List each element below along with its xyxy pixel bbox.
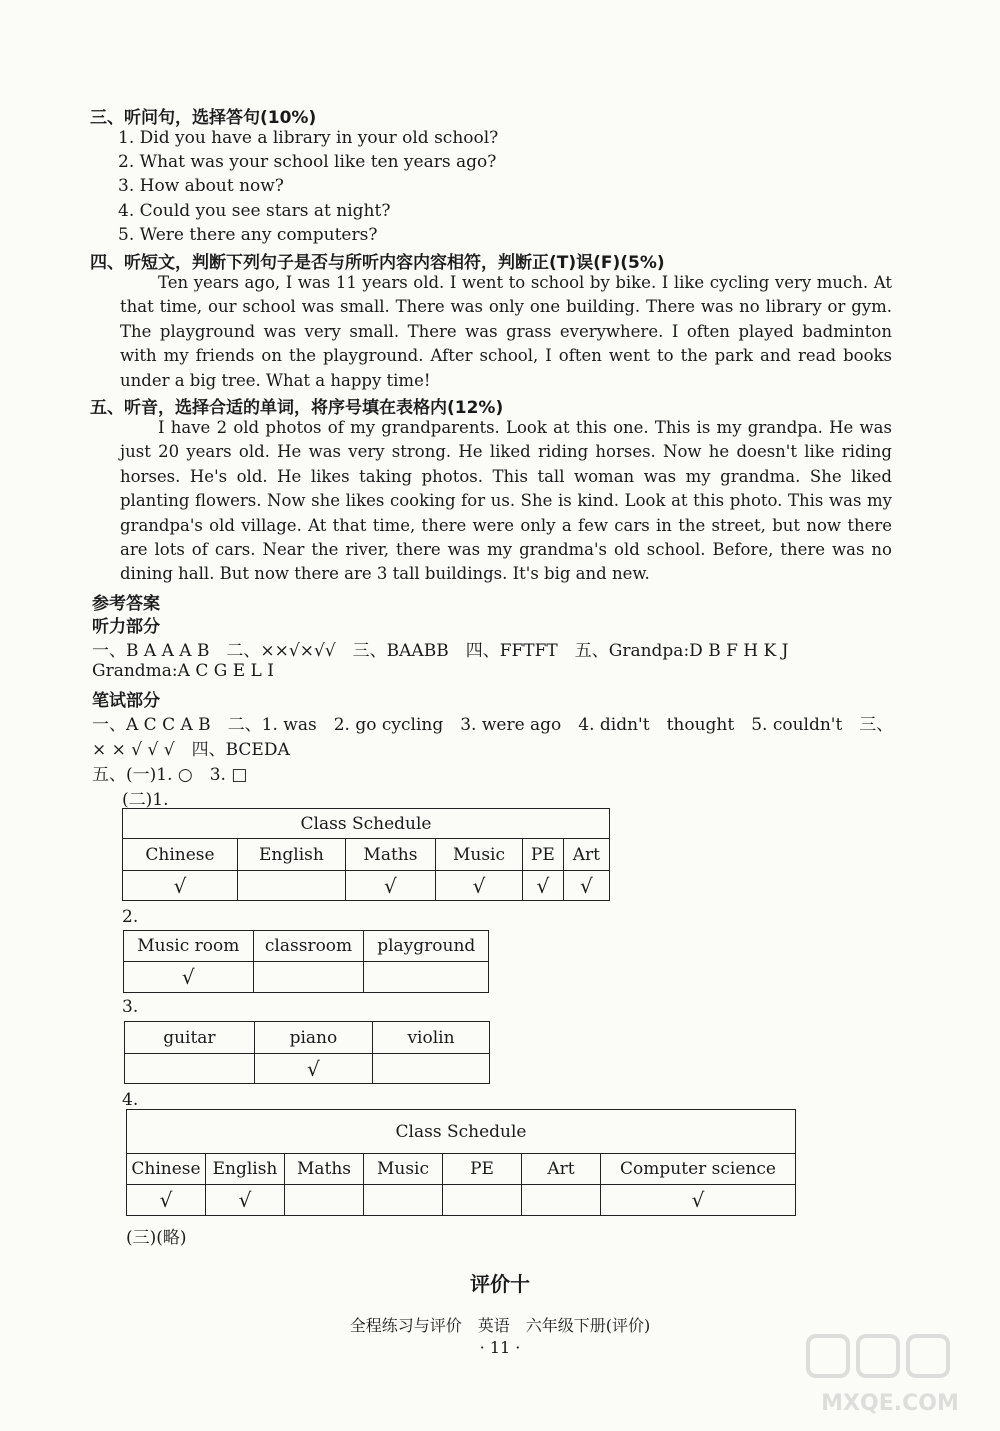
sub-label: 2. <box>122 907 139 927</box>
table-cell <box>364 962 489 993</box>
table-header: Art <box>522 1154 601 1185</box>
table-title: Class Schedule <box>123 809 610 839</box>
table-cell: √ <box>124 962 254 993</box>
table-header: playground <box>364 931 489 962</box>
section4-passage: Ten years ago, I was 11 years old. I went to school by bike. I like cycling very much. At that time, our school was small. There was only one building. There was no library or gym. The playground was very small. There was grass everywhere. I often played badminton with my friends on the playground. After school, I often went to the park and read books under a big tree. What a happy time! <box>120 273 892 390</box>
table-cell: √ <box>601 1185 796 1216</box>
table-cell <box>285 1185 364 1216</box>
table-cell <box>125 1054 255 1084</box>
section5-heading: 五、听音，选择合适的单词，将序号填在表格内(12%) <box>90 398 504 418</box>
question-item: 2. What was your school like ten years ago? <box>118 152 497 172</box>
section5-passage: I have 2 old photos of my grandparents. Look at this one. This is my grandpa. He was just 20 years old. He was very strong. He liked riding horses. Now he doesn't like riding horses. He's old. He likes taking photos. This tall woman was my grandma. She liked planting flowers. Now she likes cooking for us. She is kind. Look at this photo. This was my grandpa's old village. At that time, there were only a few cars in the street, but now there are lots of cars. Near the river, there was my grandma's old school. Before, there was no dining hall. But now there are 3 tall buildings. It's big and new. <box>120 418 892 584</box>
sub-label: (二)1. <box>122 790 169 810</box>
table-header: Art <box>563 839 609 871</box>
table-cell: √ <box>254 1054 372 1084</box>
instruments-table <box>124 1021 490 1084</box>
question-item: 5. Were there any computers? <box>118 225 378 245</box>
table-header: Music <box>436 839 523 871</box>
table-cell <box>522 1185 601 1216</box>
table-cell: √ <box>563 871 609 901</box>
watermark-logo-icon <box>800 1330 980 1420</box>
question-item: 1. Did you have a library in your old school? <box>118 128 499 148</box>
table-cell: √ <box>345 871 435 901</box>
question-item: 4. Could you see stars at night? <box>118 201 391 221</box>
table-cell <box>364 1185 443 1216</box>
table-cell: √ <box>127 1185 206 1216</box>
table-cell: √ <box>206 1185 285 1216</box>
class-schedule-table-2 <box>126 1109 796 1216</box>
table-cell: √ <box>436 871 523 901</box>
table-cell: √ <box>522 871 563 901</box>
page-number: · 11 · <box>479 1338 521 1357</box>
table-header: PE <box>443 1154 522 1185</box>
written-answers-line: × × √ √ √ 四、BCEDA <box>92 740 290 760</box>
table-title: Class Schedule <box>127 1110 796 1154</box>
table-header: Computer science <box>601 1154 796 1185</box>
written-answers-line: 一、A C C A B 二、1. was 2. go cycling 3. were ago 4. didn't thought 5. couldn't 三、 <box>92 715 894 735</box>
table-cell <box>373 1054 490 1084</box>
written-title: 笔试部分 <box>92 691 160 711</box>
table-header: Music room <box>124 931 254 962</box>
table-header: guitar <box>125 1022 255 1054</box>
listening-answers-line: Grandma:A C G E L I <box>92 661 274 681</box>
sub-label: (三)(略) <box>126 1228 187 1248</box>
table-cell <box>253 962 364 993</box>
table-header: PE <box>522 839 563 871</box>
table-header: violin <box>373 1022 490 1054</box>
section4-heading: 四、听短文，判断下列句子是否与所听内容内容相符，判断正(T)误(F)(5%) <box>90 253 665 273</box>
table-header: Music <box>364 1154 443 1185</box>
class-schedule-table-1 <box>122 808 610 901</box>
table-cell <box>443 1185 522 1216</box>
written-answers-line: 五、(一)1. ○ 3. □ <box>92 765 248 785</box>
question-item: 3. How about now? <box>118 176 284 196</box>
rooms-table <box>123 930 489 993</box>
sub-label: 3. <box>122 997 139 1017</box>
sub-label: 4. <box>122 1090 139 1110</box>
listening-answers-line: 一、B A A A B 二、××√×√√ 三、BAABB 四、FFTFT 五、Grandpa:D B F H K J <box>92 641 789 661</box>
answers-title: 参考答案 <box>92 594 160 614</box>
table-header: Maths <box>285 1154 364 1185</box>
table-cell: √ <box>123 871 238 901</box>
table-header: Chinese <box>127 1154 206 1185</box>
next-section-title: 评价十 <box>470 1272 530 1296</box>
footer-book-title: 全程练习与评价 英语 六年级下册(评价) <box>349 1316 651 1335</box>
listening-title: 听力部分 <box>92 617 160 637</box>
section3-heading: 三、听问句，选择答句(10%) <box>90 108 317 128</box>
table-header: Maths <box>345 839 435 871</box>
table-header: English <box>238 839 346 871</box>
table-header: Chinese <box>123 839 238 871</box>
table-header: classroom <box>253 931 364 962</box>
table-header: English <box>206 1154 285 1185</box>
table-header: piano <box>254 1022 372 1054</box>
table-cell <box>238 871 346 901</box>
watermark-text: MXQE.COM <box>821 1391 959 1416</box>
